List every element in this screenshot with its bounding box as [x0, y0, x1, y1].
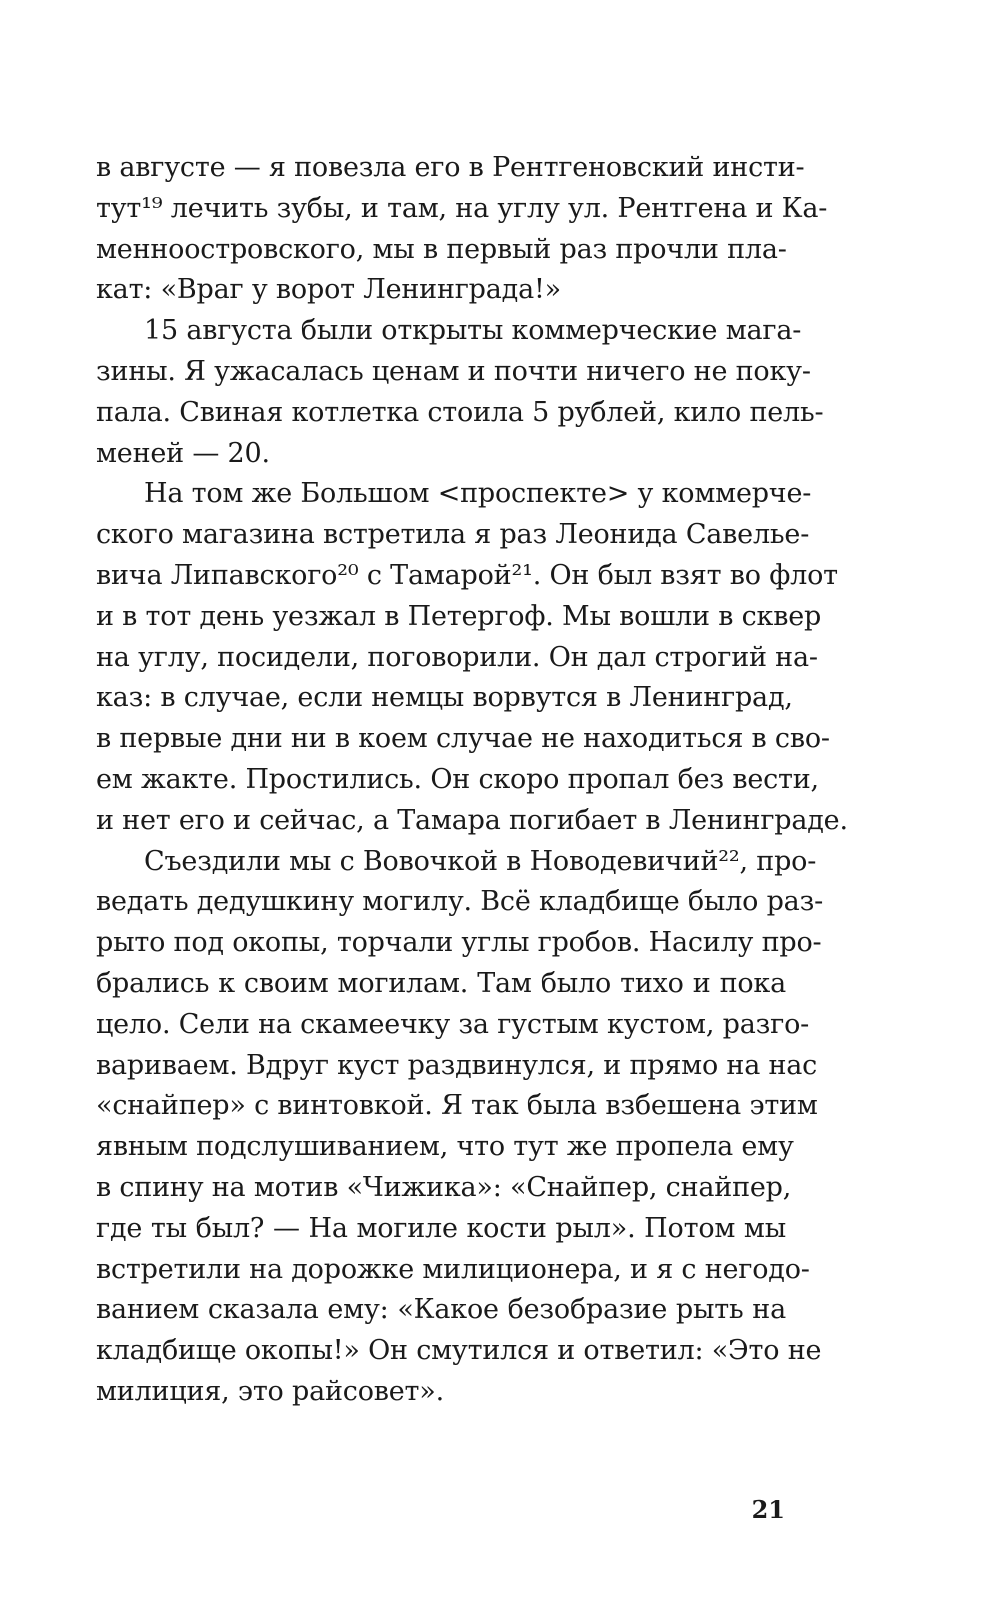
text-line: брались к своим могилам. Там было тихо и пока: [96, 967, 786, 999]
text-line: тут¹⁹ лечить зубы, и там, на углу ул. Рентгена и Ка-: [96, 192, 828, 224]
text-line: милиция, это райсовет».: [96, 1375, 444, 1407]
page-number: 21: [751, 1495, 785, 1524]
text-line: 15 августа были открыты коммерческие мага-: [144, 315, 802, 347]
text-line: каз: в случае, если немцы ворвутся в Ленинград,: [96, 682, 793, 714]
text-line: в спину на мотив «Чижика»: «Снайпер, снайпер,: [96, 1171, 792, 1203]
text-line: и в тот день уезжал в Петергоф. Мы вошли в сквер: [96, 600, 822, 632]
text-line: пала. Свиная котлетка стоила 5 рублей, кило пель-: [96, 396, 824, 428]
body-text: [96, 148, 848, 1413]
text-line: зины. Я ужасалась ценам и почти ничего не поку-: [96, 355, 811, 387]
text-line: На том же Большом <проспекте> у коммерче-: [144, 478, 812, 510]
text-line: вича Липавского²⁰ с Тамарой²¹. Он был взят во флот: [96, 559, 838, 591]
text-line: вариваем. Вдруг куст раздвинулся, и прямо на нас: [96, 1049, 818, 1081]
text-line: менноостровского, мы в первый раз прочли пла-: [96, 233, 787, 265]
text-line: явным подслушиванием, что тут же пропела ему: [96, 1131, 794, 1163]
text-line: «снайпер» с винтовкой. Я так была взбешена этим: [96, 1090, 818, 1122]
text-line: и нет его и сейчас, а Тамара погибает в Ленинграде.: [96, 804, 848, 836]
text-line: Съездили мы с Вовочкой в Новодевичий²², про-: [144, 845, 817, 877]
text-line: где ты был? — На могиле кости рыл». Потом мы: [96, 1212, 786, 1244]
text-line: ского магазина встретила я раз Леонида Савелье-: [96, 519, 810, 551]
text-line: ванием сказала ему: «Какое безобразие рыть на: [96, 1294, 786, 1326]
text-line: кат: «Враг у ворот Ленинграда!»: [96, 274, 561, 306]
text-line: в первые дни ни в коем случае не находиться в сво-: [96, 723, 830, 755]
text-line: встретили на дорожке милиционера, и я с негодо-: [96, 1253, 810, 1285]
text-line: кладбище окопы!» Он смутился и ответил: «Это не: [96, 1335, 822, 1367]
text-line: в августе — я повезла его в Рентгеновский инсти-: [96, 152, 805, 183]
text-line: ведать дедушкину могилу. Всё кладбище было раз-: [96, 886, 824, 918]
text-line: рыто под окопы, торчали углы гробов. Насилу про-: [96, 927, 822, 959]
text-line: на углу, посидели, поговорили. Он дал строгий на-: [96, 641, 818, 673]
text-line: меней — 20.: [96, 437, 270, 469]
text-line: ем жакте. Простились. Он скоро пропал без вести,: [96, 763, 819, 795]
text-line: цело. Сели на скамеечку за густым кустом, разго-: [96, 1008, 810, 1040]
